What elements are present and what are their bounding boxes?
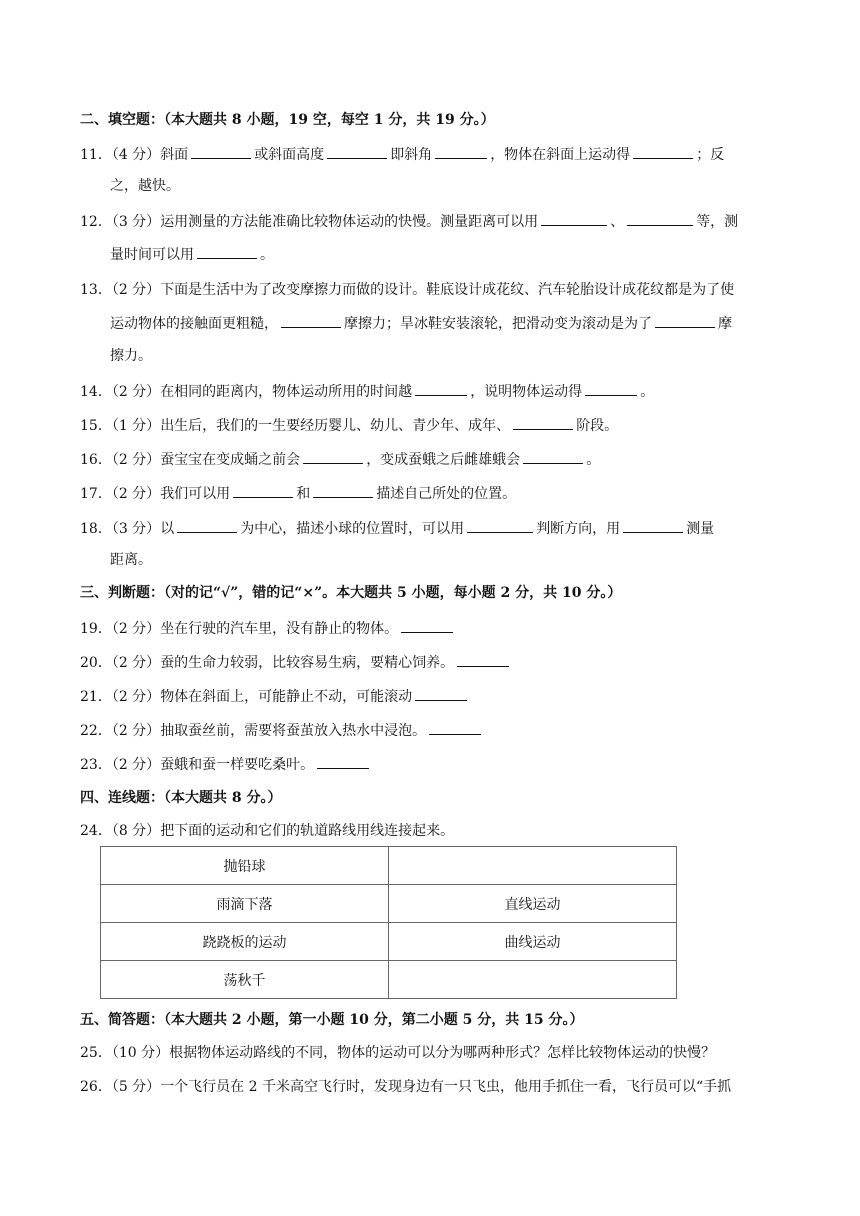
question-number: 16． [80,452,112,468]
question-text: 一个飞行员在 2 千米高空飞行时，发现身边有一只飞虫，他用手抓住一看，飞行员可以“手抓 [160,1079,732,1095]
question-text: 在相同的距离内，物体运动所用的时间越 [160,384,413,400]
question-26 [80,1077,731,1097]
motion-cell[interactable]: 跷跷板的运动 [101,923,389,961]
answer-blank[interactable] [317,754,369,769]
question-24 [80,821,454,841]
question-21 [80,686,470,707]
question-text: 描述自己所处的位置。 [376,486,517,502]
motion-cell[interactable]: 荡秋千 [101,961,389,999]
question-text: ，说明物体运动得 [470,384,583,400]
question-text: 等，测 [696,214,739,230]
answer-blank[interactable] [467,518,533,533]
answer-blank[interactable] [313,483,373,498]
question-number: 26． [80,1079,112,1095]
question-text: 物体在斜面上，可能静止不动，可能滚动 [160,689,413,705]
question-points: （2 分） [111,655,161,671]
question-points: （5 分） [111,1079,161,1095]
question-12 [80,211,738,232]
question-text: 蚕宝宝在变成蛹之前会 [160,452,301,468]
question-points: （2 分） [111,486,161,502]
question-number: 18． [80,521,112,537]
question-18-cont: 距离。 [110,552,152,568]
question-16 [80,449,600,470]
question-19 [80,618,456,639]
motion-cell[interactable]: 雨滴下落 [101,885,389,923]
question-points: （2 分） [111,621,161,637]
question-text: 摩 [718,316,732,332]
question-13-cont2: 擦力。 [110,348,152,364]
section-heading-judge: 三、判断题：（对的记“√”，错的记“×”。本大题共 5 小题，每小题 2 分，共 10 分。） [80,585,622,601]
question-number: 13． [80,282,112,298]
question-text: 量时间可以用 [110,247,194,263]
question-text: 出生后，我们的一生要经历婴儿、幼儿、青少年、成年、 [160,418,511,434]
table-row [101,885,677,923]
question-text: 测量 [686,521,715,537]
question-text: 。 [640,384,655,400]
question-points: （2 分） [111,757,161,773]
question-text: 运用测量的方法能准确比较物体运动的快慢。测量距离可以用 [160,214,539,230]
question-22 [80,720,484,741]
answer-blank[interactable] [233,483,293,498]
answer-blank[interactable] [415,686,467,701]
answer-blank[interactable] [281,313,341,328]
section-heading-fill: 二、填空题：（本大题共 8 小题，19 空，每空 1 分，共 19 分。） [80,112,495,128]
question-number: 15． [80,418,112,434]
answer-blank[interactable] [327,144,387,159]
question-text: 。 [260,247,274,263]
question-points: （2 分） [111,282,161,298]
path-cell[interactable] [389,961,677,999]
question-13 [80,280,734,300]
question-number: 11． [80,147,112,163]
question-number: 12． [80,214,112,230]
section-heading-short: 五、简答题：（本大题共 2 小题，第一小题 10 分，第二小题 5 分，共 15 分。） [80,1012,584,1028]
question-text: 判断方向，用 [536,521,621,537]
table-row [101,923,677,961]
question-points: （1 分） [111,418,161,434]
matching-table [100,846,677,999]
question-15 [80,415,618,436]
table-row [101,961,677,999]
answer-blank[interactable] [585,381,637,396]
question-points: （2 分） [111,723,161,739]
question-20 [80,652,512,673]
question-text: 把下面的运动和它们的轨道路线用线连接起来。 [160,823,455,839]
answer-blank[interactable] [627,211,693,226]
question-points: （10 分） [111,1045,170,1061]
question-23 [80,754,372,775]
question-text: 抽取蚕丝前，需要将蚕茧放入热水中浸泡。 [160,723,427,739]
question-text: ，变成蚕蛾之后雌雄蛾会 [366,452,521,468]
question-17 [80,483,516,504]
question-points: （3 分） [111,521,161,537]
question-number: 14． [80,384,112,400]
answer-blank[interactable] [415,381,467,396]
question-11-cont: 之，越快。 [110,178,180,194]
question-text: 运动物体的接触面更粗糙， [110,316,278,332]
answer-blank[interactable] [429,720,481,735]
path-cell[interactable]: 曲线运动 [389,923,677,961]
answer-blank[interactable] [197,244,257,259]
answer-blank[interactable] [435,144,487,159]
question-text: 蚕蛾和蚕一样要吃桑叶。 [160,757,315,773]
answer-blank[interactable] [177,518,237,533]
question-text: 。 [586,452,601,468]
path-cell[interactable]: 直线运动 [389,885,677,923]
answer-blank[interactable] [401,618,453,633]
question-number: 23． [80,757,112,773]
question-text: 、 [610,214,625,230]
answer-blank[interactable] [523,449,583,464]
question-points: （8 分） [111,823,161,839]
question-text: 我们可以用 [160,486,231,502]
question-number: 22． [80,723,112,739]
question-18 [80,518,714,539]
answer-blank[interactable] [633,144,693,159]
question-number: 19． [80,621,112,637]
question-text: 或斜面高度 [254,147,325,163]
question-points: （2 分） [111,384,161,400]
question-number: 17． [80,486,112,502]
question-text: 为中心，描述小球的位置时，可以用 [240,521,465,537]
question-text: 以 [160,521,175,537]
question-number: 20． [80,655,112,671]
question-number: 21． [80,689,112,705]
table-row [101,847,677,885]
question-text: 坐在行驶的汽车里，没有静止的物体。 [160,621,399,637]
question-13-cont [110,313,732,334]
question-text: ，物体在斜面上运动得 [490,147,631,163]
question-number: 25． [80,1045,112,1061]
question-12-cont [110,244,274,265]
question-text: ；反 [696,147,725,163]
section-heading-match: 四、连线题：（本大题共 8 分。） [80,790,282,806]
answer-blank[interactable] [655,313,715,328]
question-points: （2 分） [111,452,161,468]
answer-blank[interactable] [541,211,607,226]
answer-blank[interactable] [623,518,683,533]
question-text: 蚕的生命力较弱，比较容易生病，要精心饲养。 [160,655,455,671]
question-text: 阶段。 [576,418,619,434]
motion-cell[interactable]: 抛铅球 [101,847,389,885]
question-25 [80,1043,715,1063]
question-text: 斜面 [160,147,189,163]
answer-blank[interactable] [513,415,573,430]
question-points: （3 分） [111,214,161,230]
question-text: 即斜角 [390,147,433,163]
question-11 [80,144,724,165]
question-points: （2 分） [111,689,161,705]
question-text: 下面是生活中为了改变摩擦力而做的设计。鞋底设计成花纹、汽车轮胎设计成花纹都是为了使 [160,282,735,298]
answer-blank[interactable] [191,144,251,159]
path-cell[interactable] [389,847,677,885]
question-points: （4 分） [111,147,161,163]
question-text: 摩擦力；旱冰鞋安装滚轮，把滑动变为滚动是为了 [344,316,652,332]
question-14 [80,381,654,402]
answer-blank[interactable] [457,652,509,667]
answer-blank[interactable] [303,449,363,464]
question-text: 和 [296,486,311,502]
question-text: 根据物体运动路线的不同，物体的运动可以分为哪两种形式？怎样比较物体运动的快慢？ [169,1045,716,1061]
question-number: 24． [80,823,112,839]
